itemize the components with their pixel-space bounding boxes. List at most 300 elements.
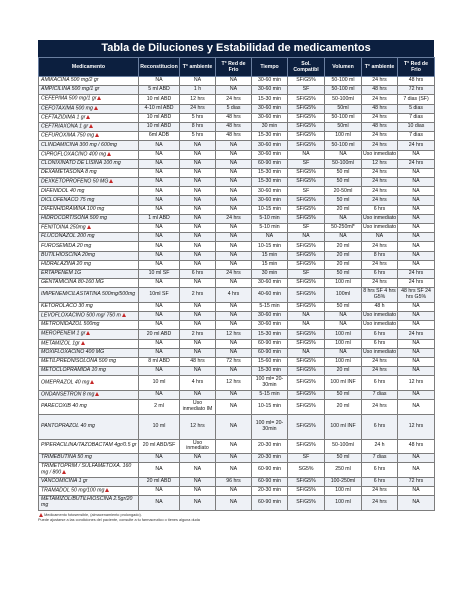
volumen-cell: 100 ml <box>325 496 362 511</box>
reconstitucion-cell: NA <box>139 233 180 242</box>
red-frio-cell: NA <box>216 486 252 495</box>
red-frio-2-cell: 12 hrs <box>398 376 435 391</box>
sol-compatible-cell: SF/G5% <box>288 330 325 339</box>
medicamento-cell <box>39 302 139 311</box>
volumen-cell: 100 ml <box>325 339 362 348</box>
reconstitucion-cell: 10 ml ABD <box>139 95 180 104</box>
temp-ambiente-2-cell: 7 dias <box>362 390 398 399</box>
medicamento-name: DEXKETOPROFENO 50 MG <box>41 178 109 185</box>
tiempo-cell: 30-60 min <box>252 187 288 196</box>
medicamento-name: MOXIFLOXACINO 400 MG <box>41 349 105 356</box>
red-frio-cell: NA <box>216 168 252 177</box>
temp-ambiente-cell: 24 hrs <box>180 104 216 113</box>
volumen-cell: 50-250ml* <box>325 224 362 233</box>
col-header-medicamento: Medicamento <box>39 58 139 77</box>
sol-compatible-cell: SF/G5% <box>288 260 325 269</box>
temp-ambiente-2-cell: 6 hrs <box>362 330 398 339</box>
temp-ambiente-2-cell: 24 hrs <box>362 187 398 196</box>
table-row <box>39 77 435 86</box>
red-frio-cell: 5 dias <box>216 104 252 113</box>
table-row <box>39 357 435 366</box>
temp-ambiente-cell: NA <box>180 339 216 348</box>
temp-ambiente-2-cell: 8 hrs SF 4 hrs G5% <box>362 288 398 303</box>
red-frio-cell: NA <box>216 496 252 511</box>
sol-compatible-cell: SF/G5% <box>288 400 325 415</box>
sol-compatible-cell: NA <box>288 233 325 242</box>
reconstitucion-cell: 20 ml ABD <box>139 330 180 339</box>
medicamento-cell <box>39 86 139 95</box>
table-title: Tabla de Diluciones y Estabilidad de medicamentos <box>38 40 434 57</box>
medicamento-name: METOCLOPRAMIDA 10 mg <box>41 367 106 374</box>
warning-icon <box>107 152 111 156</box>
tiempo-cell: 30-60 min <box>252 312 288 321</box>
warning-icon <box>39 513 43 517</box>
red-frio-2-cell: NA <box>398 367 435 376</box>
red-frio-2-cell: NA <box>398 400 435 415</box>
volumen-cell: 100 ml INF <box>325 376 362 391</box>
temp-ambiente-2-cell: 6 hrs <box>362 414 398 439</box>
volumen-cell: NA <box>325 233 362 242</box>
medicamento-name: OMEPRAZOL 40 mg <box>41 379 90 386</box>
medicamento-name: HIDROCORTISONA 500 mg <box>41 215 108 222</box>
sol-compatible-cell: NA <box>288 321 325 330</box>
table-row <box>39 122 435 131</box>
medicamento-cell <box>39 288 139 303</box>
warning-icon <box>89 124 93 128</box>
tiempo-cell: 60-90 min <box>252 348 288 357</box>
volumen-cell: 100 ml INF <box>325 414 362 439</box>
temp-ambiente-cell: 6 hrs <box>180 269 216 278</box>
table-row <box>39 269 435 278</box>
temp-ambiente-2-cell: 24 hrs <box>362 178 398 187</box>
red-frio-cell: NA <box>216 251 252 260</box>
temp-ambiente-2-cell: 6 hrs <box>362 269 398 278</box>
col-header-sol-compatible: Sol. Compatibl <box>288 58 325 77</box>
tiempo-cell: 15-30 min <box>252 168 288 177</box>
red-frio-2-cell: NA <box>398 205 435 214</box>
warning-icon <box>122 313 126 317</box>
medicamento-name: CIPROFLOXACINO 400 mg <box>41 150 107 157</box>
sol-compatible-cell: SF/G5% <box>288 496 325 511</box>
medicamento-name: METAMIZOL/BUTILHIOSCINA 2.5gr/20 mg <box>41 496 133 508</box>
tiempo-cell: 15-30 min <box>252 367 288 376</box>
medicamento-name: FENITOINA 250mg <box>41 224 86 231</box>
table-row <box>39 214 435 223</box>
medicamento-cell <box>39 141 139 150</box>
col-header-red-frio-2: T° Red de Frio <box>398 58 435 77</box>
table-row <box>39 168 435 177</box>
sol-compatible-cell: SG5% <box>288 463 325 478</box>
tiempo-cell: NA <box>252 233 288 242</box>
temp-ambiente-cell: 4 hrs <box>180 376 216 391</box>
tiempo-cell: 30-60 min <box>252 141 288 150</box>
volumen-cell: 50 ml <box>325 168 362 177</box>
warning-icon <box>109 179 113 183</box>
dilution-table <box>38 57 435 511</box>
temp-ambiente-cell: 12 hrs <box>180 414 216 439</box>
temp-ambiente-cell: NA <box>180 302 216 311</box>
temp-ambiente-2-cell: 48 hrs <box>362 104 398 113</box>
volumen-cell: 20 ml <box>325 242 362 251</box>
red-frio-cell: NA <box>216 205 252 214</box>
tiempo-cell: 5-10 min <box>252 214 288 223</box>
reconstitucion-cell: NA <box>139 390 180 399</box>
red-frio-cell: 12 hrs <box>216 376 252 391</box>
red-frio-cell: NA <box>216 302 252 311</box>
tiempo-cell: 15-60 min <box>252 357 288 366</box>
sol-compatible-cell: SF/G5% <box>288 390 325 399</box>
medicamento-name: LEVOFLOXACINO 500 mg/ 750 m <box>41 312 121 319</box>
red-frio-2-cell: 10 dias <box>398 122 435 131</box>
volumen-cell: 20 ml <box>325 205 362 214</box>
medicamento-name: METRONIDAZOL 500mg <box>41 321 100 328</box>
medicamento-name: TRAMADOL 50 mg/100 mg <box>41 487 105 494</box>
red-frio-2-cell: NA <box>398 454 435 463</box>
red-frio-cell: NA <box>216 463 252 478</box>
red-frio-2-cell: NA <box>398 321 435 330</box>
medicamento-name: FLUCONAZOL 200 mg <box>41 233 95 240</box>
red-frio-2-cell: NA <box>398 178 435 187</box>
table-row <box>39 233 435 242</box>
temp-ambiente-cell: Uso inmediato <box>180 439 216 454</box>
table-row <box>39 279 435 288</box>
red-frio-cell: NA <box>216 187 252 196</box>
medicamento-cell <box>39 214 139 223</box>
tiempo-cell: 5-15 min <box>252 302 288 311</box>
sol-compatible-cell: SF <box>288 86 325 95</box>
medicamento-name: DIFENIDOL 40 mg <box>41 187 85 194</box>
table-row <box>39 205 435 214</box>
red-frio-2-cell: NA <box>398 260 435 269</box>
volumen-cell: 100 ml <box>325 279 362 288</box>
tiempo-cell: 40-60 min <box>252 288 288 303</box>
table-row <box>39 376 435 391</box>
temp-ambiente-2-cell: 24 hrs <box>362 367 398 376</box>
sol-compatible-cell: SF/G5% <box>288 242 325 251</box>
table-row <box>39 178 435 187</box>
table-row <box>39 187 435 196</box>
reconstitucion-cell: NA <box>139 150 180 159</box>
medicamento-cell <box>39 439 139 454</box>
temp-ambiente-2-cell: NA <box>362 233 398 242</box>
table-row <box>39 312 435 321</box>
temp-ambiente-2-cell: Uso inmediato <box>362 348 398 357</box>
tiempo-cell: 10-15 min <box>252 400 288 415</box>
dilution-table-sheet <box>38 40 434 523</box>
temp-ambiente-cell: NA <box>180 141 216 150</box>
temp-ambiente-2-cell: 24 hrs <box>362 260 398 269</box>
red-frio-cell: 48 hrs <box>216 113 252 122</box>
footnote-adjust: Puede ajustarse a las condiciones del paciente, consulte a tu farmaceutico o tienes alguna duda <box>38 517 200 522</box>
sol-compatible-cell: SF/G5% <box>288 357 325 366</box>
sol-compatible-cell: SF/G5% <box>288 113 325 122</box>
footnotes <box>38 513 434 523</box>
medicamento-cell <box>39 77 139 86</box>
red-frio-2-cell: NA <box>398 187 435 196</box>
sol-compatible-cell: NA <box>288 312 325 321</box>
table-body <box>39 77 435 511</box>
sol-compatible-cell: SF/G5% <box>288 196 325 205</box>
temp-ambiente-cell: NA <box>180 168 216 177</box>
table-row <box>39 348 435 357</box>
red-frio-cell: 12 hrs <box>216 330 252 339</box>
sol-compatible-cell: SF <box>288 269 325 278</box>
col-header-tiempo: Tiempo <box>252 58 288 77</box>
medicamento-name: ONDANSETRON 8 mg <box>41 391 95 398</box>
red-frio-cell: NA <box>216 321 252 330</box>
temp-ambiente-2-cell: 24 hrs <box>362 132 398 141</box>
temp-ambiente-cell: NA <box>180 205 216 214</box>
temp-ambiente-cell: NA <box>180 242 216 251</box>
reconstitucion-cell: NA <box>139 302 180 311</box>
red-frio-2-cell: NA <box>398 168 435 177</box>
table-row <box>39 321 435 330</box>
warning-icon <box>90 380 94 384</box>
red-frio-cell: NA <box>216 150 252 159</box>
temp-ambiente-2-cell: 48 h <box>362 302 398 311</box>
table-row <box>39 496 435 511</box>
temp-ambiente-2-cell: 24 hrs <box>362 168 398 177</box>
sol-compatible-cell: SF <box>288 187 325 196</box>
sol-compatible-cell: SF/G5% <box>288 339 325 348</box>
table-row <box>39 486 435 495</box>
table-row <box>39 390 435 399</box>
medicamento-name: DICLOFENACO 75 mg <box>41 196 95 203</box>
medicamento-name: MEROPENEM 1 gr <box>41 330 86 337</box>
warning-icon <box>105 488 109 492</box>
red-frio-cell: NA <box>216 159 252 168</box>
medicamento-cell <box>39 187 139 196</box>
medicamento-cell <box>39 463 139 478</box>
temp-ambiente-cell: NA <box>180 454 216 463</box>
medicamento-cell <box>39 159 139 168</box>
table-row <box>39 159 435 168</box>
tiempo-cell: 20-30 min <box>252 439 288 454</box>
reconstitucion-cell: NA <box>139 463 180 478</box>
red-frio-cell: NA <box>216 400 252 415</box>
temp-ambiente-2-cell: 24 hrs <box>362 77 398 86</box>
red-frio-cell: NA <box>216 439 252 454</box>
temp-ambiente-2-cell: 12 hrs <box>362 159 398 168</box>
tiempo-cell: 30-60 min <box>252 86 288 95</box>
col-header-reconstitucion: Reconstitucion <box>139 58 180 77</box>
reconstitucion-cell: NA <box>139 339 180 348</box>
reconstitucion-cell: NA <box>139 348 180 357</box>
red-frio-2-cell: 48 hrs SF 24 hrs G5% <box>398 288 435 303</box>
medicamento-name: METAMIZOL 1gr <box>41 340 80 347</box>
red-frio-cell: 4 hrs <box>216 288 252 303</box>
volumen-cell: 20 ml <box>325 260 362 269</box>
red-frio-2-cell: NA <box>398 214 435 223</box>
medicamento-name: PANTOPRAZOL 40 mg <box>41 422 95 429</box>
tiempo-cell: 20-30 min <box>252 486 288 495</box>
red-frio-2-cell: 24 hrs <box>398 330 435 339</box>
temp-ambiente-cell: NA <box>180 312 216 321</box>
tiempo-cell: 20-30 min <box>252 454 288 463</box>
sol-compatible-cell: SF/G5% <box>288 251 325 260</box>
sol-compatible-cell: SF/G5% <box>288 168 325 177</box>
medicamento-cell <box>39 414 139 439</box>
sol-compatible-cell: SF/G5% <box>288 178 325 187</box>
medicamento-cell <box>39 321 139 330</box>
medicamento-name: TRIMEBUTINA 50 mg <box>41 454 92 461</box>
volumen-cell: NA <box>325 150 362 159</box>
medicamento-name: IMIPENEM/CILASTATINA 500mg/500mg <box>41 291 136 298</box>
reconstitucion-cell: 10 ml ABD <box>139 113 180 122</box>
table-row <box>39 367 435 376</box>
medicamento-name: METILPREDNISOLONA 500 mg <box>41 358 117 365</box>
temp-ambiente-cell: NA <box>180 224 216 233</box>
medicamento-name: ERTAPENEM 1G <box>41 270 82 277</box>
temp-ambiente-cell: NA <box>180 159 216 168</box>
table-row <box>39 113 435 122</box>
temp-ambiente-2-cell: 24 hrs <box>362 400 398 415</box>
temp-ambiente-cell: NA <box>180 196 216 205</box>
medicamento-name: CEFTAZIDIMA 1 gr <box>41 114 86 121</box>
red-frio-2-cell: NA <box>398 312 435 321</box>
tiempo-cell: 30-60 min <box>252 113 288 122</box>
reconstitucion-cell: NA <box>139 196 180 205</box>
red-frio-2-cell: 24 hrs <box>398 269 435 278</box>
medicamento-cell <box>39 150 139 159</box>
volumen-cell: 20 ml <box>325 251 362 260</box>
table-row <box>39 141 435 150</box>
temp-ambiente-cell: NA <box>180 348 216 357</box>
temp-ambiente-cell: 5 hrs <box>180 113 216 122</box>
volumen-cell: 50 ml <box>325 269 362 278</box>
volumen-cell: 50-100 ml <box>325 113 362 122</box>
reconstitucion-cell: 10 ml <box>139 414 180 439</box>
reconstitucion-cell: NA <box>139 367 180 376</box>
temp-ambiente-cell: 12 hrs <box>180 95 216 104</box>
volumen-cell: 50ml <box>325 104 362 113</box>
reconstitucion-cell: 5 ml ABD <box>139 86 180 95</box>
tiempo-cell: 15-30 min <box>252 178 288 187</box>
temp-ambiente-2-cell: 24 hrs <box>362 95 398 104</box>
reconstitucion-cell: NA <box>139 224 180 233</box>
medicamento-cell <box>39 233 139 242</box>
red-frio-cell: NA <box>216 348 252 357</box>
volumen-cell: 100-250ml <box>325 477 362 486</box>
red-frio-2-cell: 72 hrs <box>398 477 435 486</box>
table-row <box>39 330 435 339</box>
volumen-cell: 50 ml <box>325 196 362 205</box>
table-row <box>39 477 435 486</box>
table-row <box>39 224 435 233</box>
tiempo-cell: 30 min <box>252 269 288 278</box>
red-frio-cell: 48 hrs <box>216 132 252 141</box>
medicamento-cell <box>39 95 139 104</box>
red-frio-2-cell: NA <box>398 357 435 366</box>
sol-compatible-cell: SF <box>288 224 325 233</box>
red-frio-2-cell: NA <box>398 463 435 478</box>
medicamento-name: AMIKACINA 500 mg/2 gr <box>41 77 99 84</box>
red-frio-cell: NA <box>216 86 252 95</box>
reconstitucion-cell: NA <box>139 486 180 495</box>
red-frio-2-cell: 5 dias <box>398 104 435 113</box>
warning-icon <box>86 331 90 335</box>
temp-ambiente-2-cell: Uso inmediato <box>362 224 398 233</box>
medicamento-cell <box>39 224 139 233</box>
warning-icon <box>81 341 85 345</box>
volumen-cell: NA <box>325 348 362 357</box>
red-frio-2-cell: NA <box>398 339 435 348</box>
red-frio-2-cell: NA <box>398 242 435 251</box>
temp-ambiente-2-cell: 24 hrs <box>362 279 398 288</box>
medicamento-name: HIDRALAZINA 20 mg <box>41 261 91 268</box>
temp-ambiente-2-cell: 6 hrs <box>362 205 398 214</box>
sol-compatible-cell: SF/G5% <box>288 104 325 113</box>
reconstitucion-cell: NA <box>139 312 180 321</box>
volumen-cell: 50-100 ml <box>325 141 362 150</box>
warning-icon <box>87 225 91 229</box>
medicamento-cell <box>39 367 139 376</box>
footnote-text: Medicamento fotosensible, (almacenamiento prolongado). <box>44 512 142 517</box>
sol-compatible-cell: SF/G5% <box>288 477 325 486</box>
volumen-cell: 50-100ml <box>325 439 362 454</box>
temp-ambiente-cell: NA <box>180 486 216 495</box>
temp-ambiente-2-cell: Uso inmediato <box>362 312 398 321</box>
medicamento-name: BUTILHIOSCINA 20mg <box>41 251 96 258</box>
temp-ambiente-cell: NA <box>180 233 216 242</box>
temp-ambiente-cell: NA <box>180 463 216 478</box>
medicamento-name: CLINDAMICINA 300 mg / 600mg <box>41 141 117 148</box>
temp-ambiente-2-cell: 6 hrs <box>362 376 398 391</box>
medicamento-name: VANCOMICINA 1 gr <box>41 477 88 484</box>
temp-ambiente-2-cell: 6 hrs <box>362 477 398 486</box>
red-frio-2-cell: 24 hrs <box>398 279 435 288</box>
tiempo-cell: 15-30 min <box>252 132 288 141</box>
warning-icon <box>95 392 99 396</box>
medicamento-cell <box>39 312 139 321</box>
reconstitucion-cell: 2 ml <box>139 400 180 415</box>
col-header-red-frio: T° Red de Frio <box>216 58 252 77</box>
red-frio-cell: NA <box>216 414 252 439</box>
warning-icon <box>97 96 101 100</box>
volumen-cell: 250 ml <box>325 463 362 478</box>
table-row <box>39 150 435 159</box>
table-row <box>39 454 435 463</box>
volumen-cell: 50 ml <box>325 390 362 399</box>
col-header-volumen: Volumen <box>325 58 362 77</box>
medicamento-cell <box>39 196 139 205</box>
medicamento-cell <box>39 330 139 339</box>
reconstitucion-cell: NA <box>139 279 180 288</box>
sol-compatible-cell: SF/G5% <box>288 77 325 86</box>
sol-compatible-cell: NA <box>288 150 325 159</box>
table-row <box>39 86 435 95</box>
medicamento-name: CEFTRIAXONA 1 gr <box>41 123 89 130</box>
medicamento-name: GENTAMICINA 80-160 MG <box>41 279 104 286</box>
volumen-cell: 50-100ml <box>325 159 362 168</box>
red-frio-cell: NA <box>216 367 252 376</box>
sol-compatible-cell: SF/G5% <box>288 122 325 131</box>
table-row <box>39 302 435 311</box>
red-frio-cell: NA <box>216 279 252 288</box>
medicamento-name: KETOROLACO 30 mg <box>41 303 93 310</box>
red-frio-cell: 96 hrs <box>216 477 252 486</box>
red-frio-2-cell: NA <box>398 251 435 260</box>
red-frio-cell: NA <box>216 454 252 463</box>
volumen-cell: 100 ml <box>325 132 362 141</box>
temp-ambiente-cell: NA <box>180 496 216 511</box>
medicamento-cell <box>39 486 139 495</box>
red-frio-2-cell: 7 dias (SF) <box>398 95 435 104</box>
red-frio-2-cell: NA <box>398 496 435 511</box>
table-row <box>39 260 435 269</box>
reconstitucion-cell: 10 ml SF <box>139 269 180 278</box>
temp-ambiente-2-cell: 24 hrs <box>362 357 398 366</box>
